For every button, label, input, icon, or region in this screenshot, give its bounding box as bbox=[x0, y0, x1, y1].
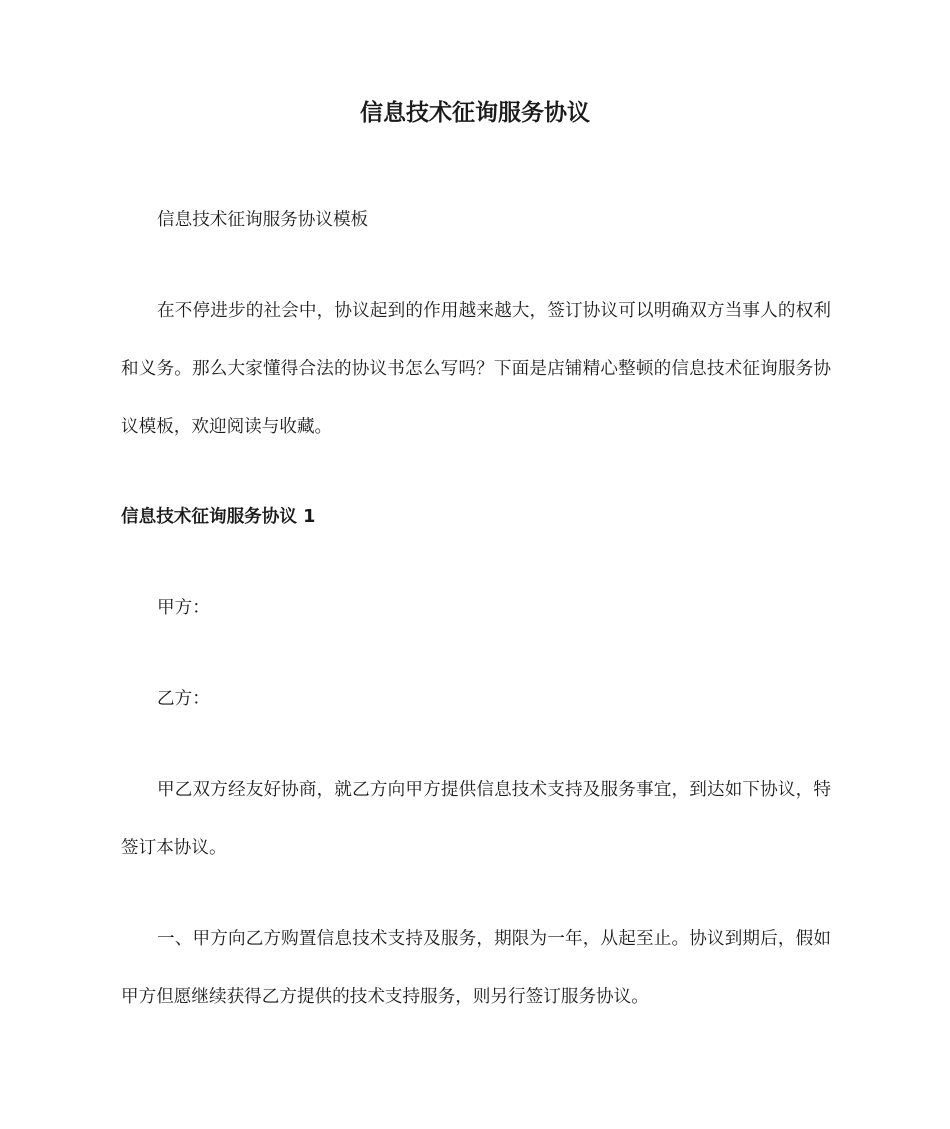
section-heading: 信息技术征询服务协议 1 bbox=[121, 507, 316, 527]
intro-paragraph: 在不停进步的社会中，协议起到的作用越来越大，签订协议可以明确双方当事人的权利和义务。那么大家懂得合法的协议书怎么写吗？下面是店铺精心整顿的信息技术征询服务协议模板，欢迎阅读与收藏。 bbox=[121, 301, 831, 437]
document-subtitle: 信息技术征询服务协议模板 bbox=[157, 210, 369, 230]
party-b-line: 乙方： bbox=[157, 689, 210, 709]
party-a-line: 甲方： bbox=[157, 598, 210, 618]
agreement-intro-paragraph: 甲乙双方经友好协商，就乙方向甲方提供信息技术支持及服务事宜，到达如下协议，特签订本协议。 bbox=[121, 780, 831, 858]
clause-1-paragraph: 一、甲方向乙方购置信息技术支持及服务，期限为一年，从起至止。协议到期后，假如甲方但愿继续获得乙方提供的技术支持服务，则另行签订服务协议。 bbox=[121, 929, 831, 1007]
document-title: 信息技术征询服务协议 bbox=[360, 100, 590, 126]
